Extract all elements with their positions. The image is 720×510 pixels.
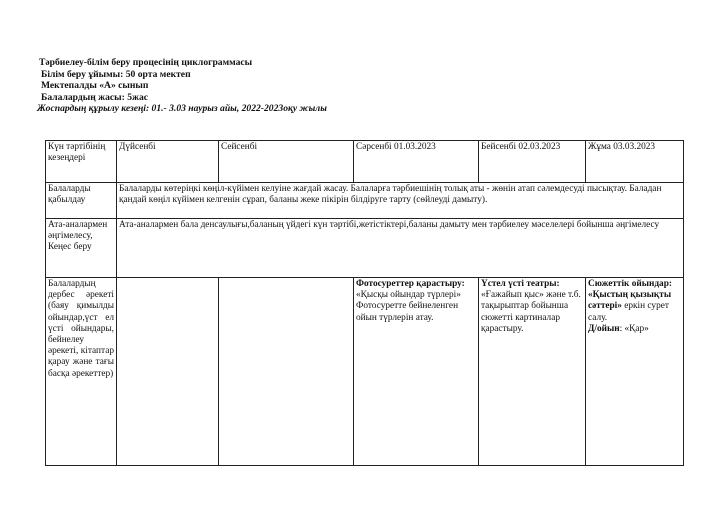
friday-activity-text: еркін сурет салу. — [588, 301, 669, 323]
table-row — [46, 278, 684, 466]
col-header-wednesday: Сәрсенбі 01.03.2023 — [354, 141, 479, 183]
cell-friday-activities — [586, 278, 684, 466]
table-row — [46, 219, 684, 278]
thursday-activity-text: «Ғажайып қыс» және т.б. тақырыптар бойынша сюжетті картиналар қарастыру. — [481, 290, 581, 334]
friday-activity-title: Сюжеттік ойындар: «Қыстың қызықты сәттері» — [588, 279, 672, 312]
table-row — [46, 183, 684, 219]
col-header-tuesday: Сейсенбі — [219, 141, 354, 183]
cell-thursday-activities — [479, 278, 586, 466]
doc-group: Мектепалды «А» сынып — [41, 80, 149, 92]
wednesday-activity-text: «Қысқы ойындар түрлері» Фотосуретте бейнеленген ойын түрлерін атау. — [356, 290, 461, 323]
doc-period: Жоспардың құрылу кезеңі: 01.- 3.03 наурыз айы, 2022-2023оқу жылы — [37, 103, 327, 115]
cell-monday-activities — [117, 278, 219, 466]
friday-game-label: Д/ойын — [588, 323, 620, 334]
cyclogram-table — [45, 140, 684, 466]
row-text-reception: Балаларды көтеріңкі көңіл-күйімен келуіне жағдай жасау. Балаларға тәрбиешінің толық аты - жөнін атап сәлемдесуді пысықтау. Баладан қандай көңіл күйімен келгенін сұрап, баланы жеке пікірін білдіруге тарту (сөйлеуді дамыту). — [117, 183, 684, 219]
col-header-thursday: Бейсенбі 02.03.2023 — [479, 141, 586, 183]
row-label-parents: Ата-аналармен әңгімелесу, Кеңес беру — [46, 219, 117, 278]
table-header-row — [46, 141, 684, 183]
cell-wednesday-activities — [354, 278, 479, 466]
col-header-stages: Күн тәртібінің кезеңдері — [46, 141, 117, 183]
row-text-parents: Ата-аналармен бала денсаулығы,баланың үйдегі күн тәртібі,жетістіктері,баланы дамыту мен тәрбиелеу мәселелері бойынша әңгімелесу — [117, 219, 684, 278]
doc-title: Тәрбиелеу-білім беру процесінің циклограммасы — [39, 57, 253, 68]
doc-org: Білім беру ұйымы: 50 орта мектеп — [41, 68, 191, 80]
friday-game-text: : «Қар» — [619, 323, 649, 334]
row-label-activities: Балалардың дербес әрекеті (баяу қимылды ойындар,үст ел үсті ойындары, бейнелеу әрекеті, кітаптар қарау және тағы басқа әрекеттер) — [46, 278, 117, 466]
row-label-reception: Балаларды қабылдау — [46, 183, 117, 219]
wednesday-activity-title: Фотосуреттер қарастыру: — [356, 279, 465, 289]
document-header — [37, 57, 327, 115]
col-header-friday: Жұма 03.03.2023 — [586, 141, 684, 183]
col-header-monday: Дүйсенбі — [117, 141, 219, 183]
cell-tuesday-activities — [219, 278, 354, 466]
doc-age: Балалардың жасы: 5жас — [41, 91, 149, 103]
thursday-activity-title: Үстел үсті театры: — [481, 279, 560, 289]
